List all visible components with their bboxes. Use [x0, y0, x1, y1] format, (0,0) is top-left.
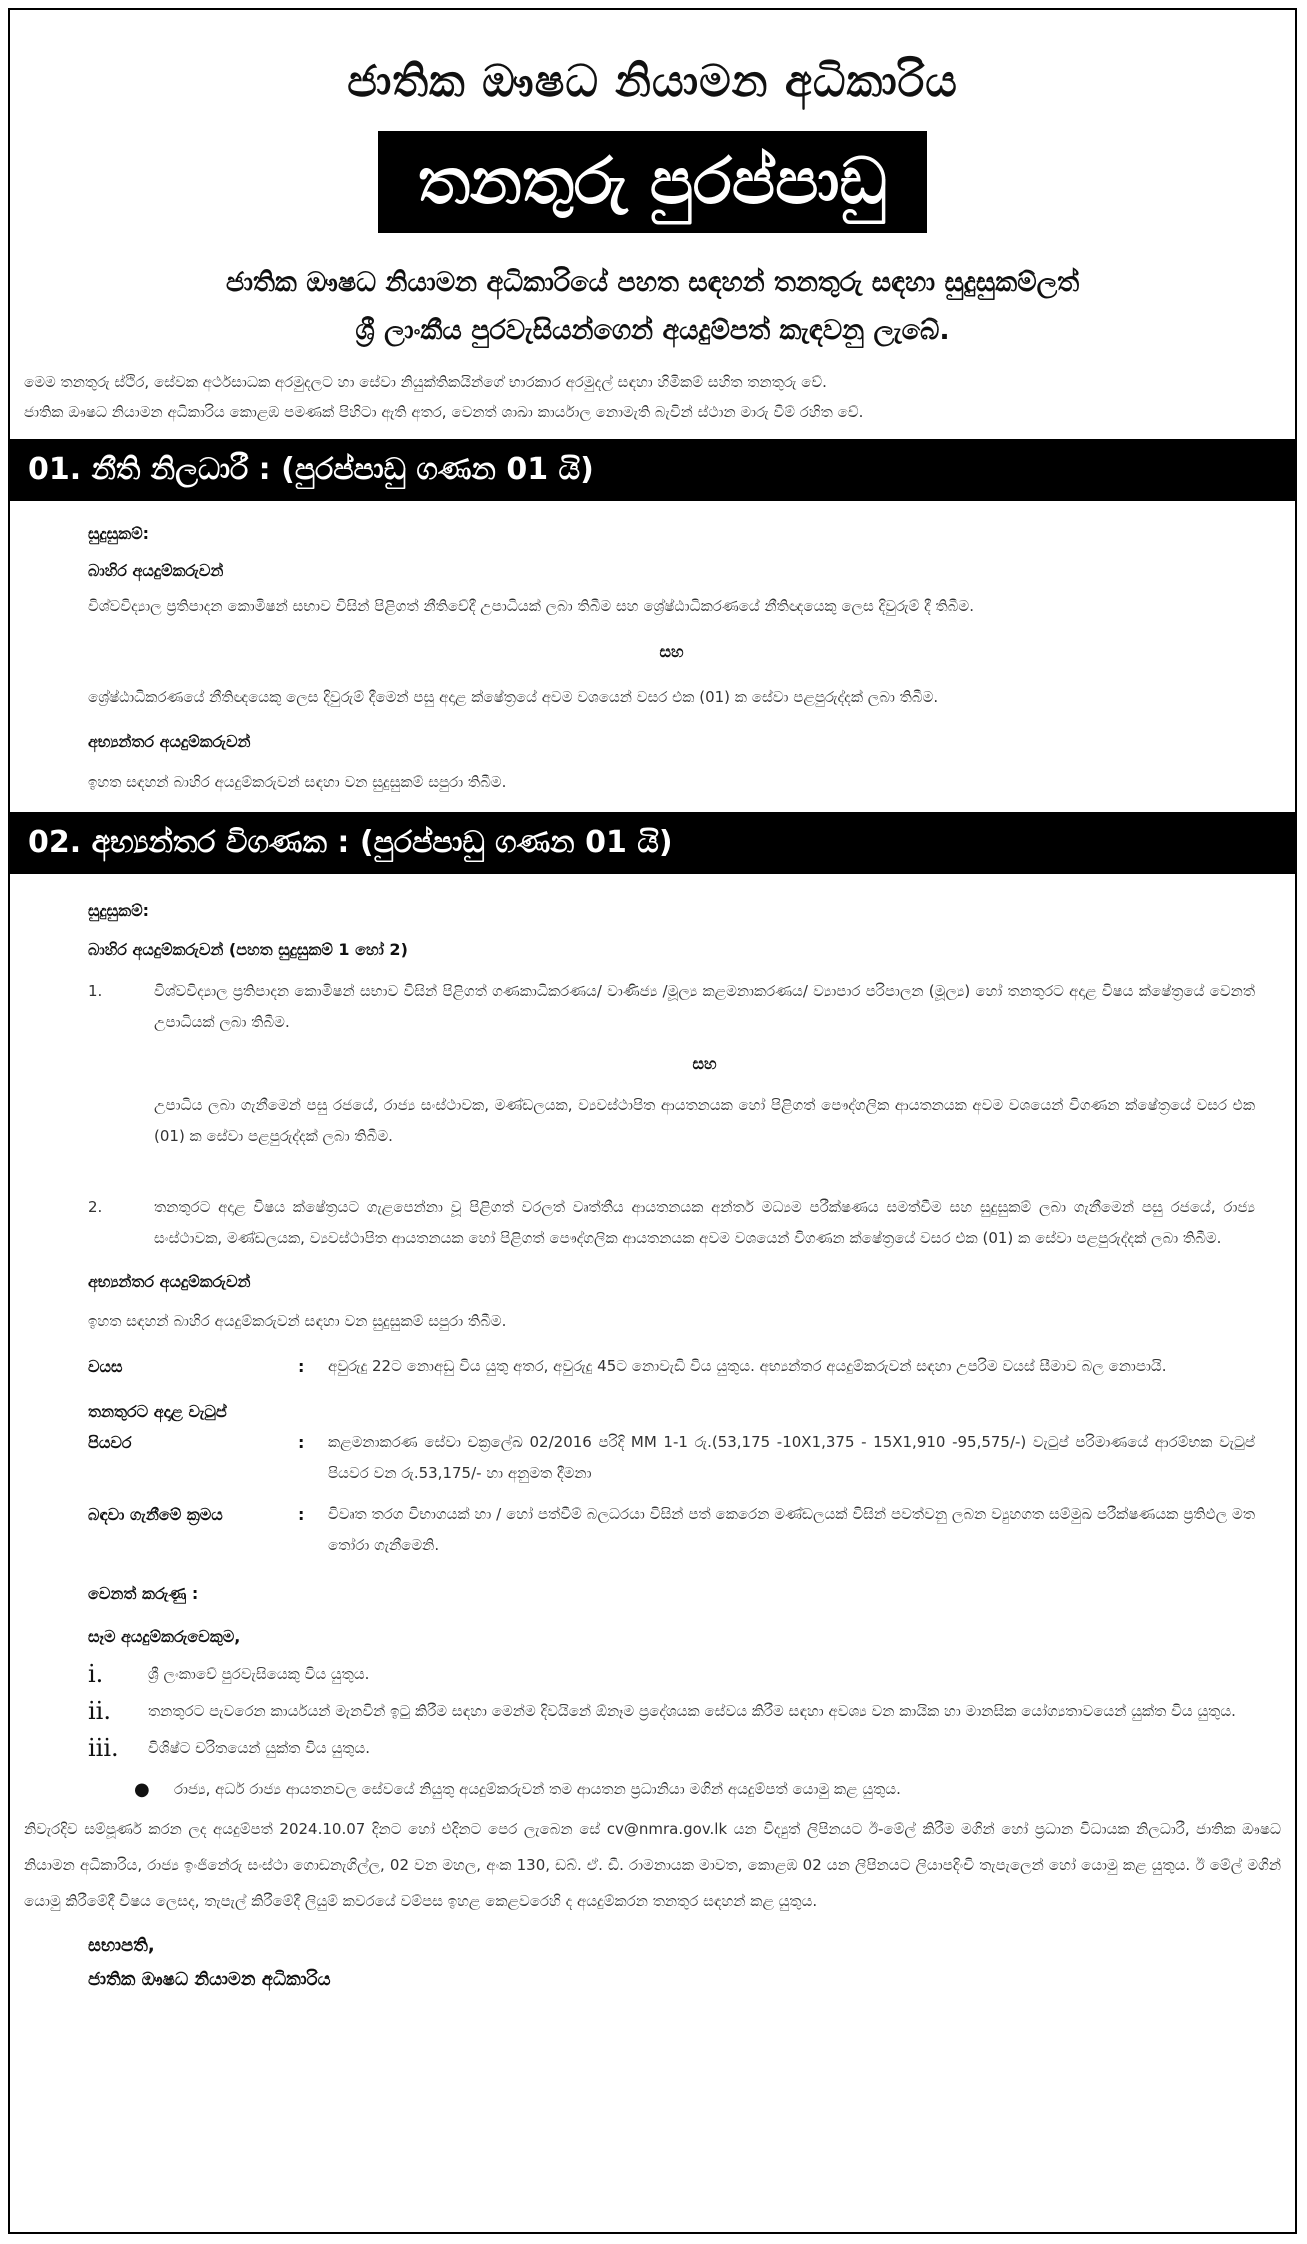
s2-item-1 — [88, 976, 1255, 1152]
bullet-dot-icon: ● — [134, 1779, 150, 1800]
signature-organization: ජාතික ඖෂධ නියාමන අධිකාරිය — [88, 1969, 331, 1990]
s2-and-label: සහ — [692, 1054, 717, 1073]
other-item-1-number: i. — [88, 1660, 104, 1688]
s1-external-text: විශ්වවිද්‍යාල ප්‍රතිපාදන කොමිෂන් සභාව විසින් පිළිගත් නීතිවේදී උපාධියක් ලබා තිබීම සහ ශ්‍රේෂ්ඨාධිකරණයේ නීතිඥයෙකු ලෙස දිවුරුම් දී තිබීම. — [88, 597, 974, 615]
signature-block — [10, 1929, 1295, 1997]
s2-item-1-experience: උපාධිය ලබා ගැනීමෙන් පසු රජයේ, රාජ්‍ය සංස්ථාවක, මණ්ඩලයක, ව්‍යවස්ථාපිත ආයතනයක හෝ පිළිගත් පෞද්ගලික ආයතනයක අවම වශයෙන් විගණන ක්ෂේත්‍රයේ වසර එක (01) ක සේවා පළපුරුද්දක් ලබා තිබීම. — [154, 1096, 1255, 1145]
note-line-2: ජාතික ඖෂධ නියාමන අධිකාරිය කොළඹ පමණක් පිහිටා ඇති අතර, වෙනත් ශාඛා කාර්යාල නොමැති බැවින් ස්ථාන මාරු වීම් රහිත වේ. — [24, 403, 864, 421]
other-item-3 — [88, 1733, 1255, 1764]
government-employee-note-text: රාජ්‍ය, අර්ධ රාජ්‍ය ආයතනවල සේවයේ නියුතු අයදුම්කරුවන් තම ආයතන ප්‍රධානියා මගින් අයදුම්පත් යොමු කළ යුතුය. — [174, 1780, 901, 1798]
banner-wrapper — [10, 131, 1295, 233]
section-1-body — [10, 517, 1295, 798]
salary-label — [88, 1396, 298, 1489]
signature-title: සභාපති, — [88, 1935, 155, 1956]
s1-and-label: සහ — [659, 642, 684, 661]
age-row — [88, 1351, 1255, 1382]
vacancies-banner: තනතුරු පුරප්පාඩු — [378, 131, 927, 233]
section-1-title-bar: 01. නීති නිලධාරී : (පුරප්පාඩු ගණන 01 යි) — [10, 439, 1295, 501]
closing-instructions: නිවැරදිව සම්පූර්ණ කරන ලද අයදුම්පත් 2024.10.07 දිනට හෝ එදිනට පෙර ලැබෙන සේ cv@nmra.gov.lk යන විද්‍යුත් ලිපිනයට ඊ-මේල් කිරීම මගින් හෝ ප්‍රධාන විධායක නිලධාරී, ජාතික ඖෂධ නියාමන අධිකාරිය, රාජ්‍ය ඉංජිනේරු සංස්ථා ගොඩනැගිල්ල, 02 වන මහල, අංක 130, ඩබ්. ඒ. ඩී. රාමනායක මාවත, කොළඹ 02 යන ලිපිනයට ලියාපදිංචි තැපැලෙන් හෝ යොමු කළ යුතුය. ඊ මේල් මගින් යොමු කිරීමේදී විෂය ලෙසද, තැපැල් කිරීමේදී ලියුම් කවරයේ වම්පස ඉහළ කෙළවරෙහි ද අයදුම්කරන තනතුර සඳහන් කළ යුතුය. — [24, 1820, 1281, 1910]
s2-item-2 — [88, 1192, 1255, 1254]
s2-internal-label: අභ්‍යන්තර අයදුම්කරුවන් — [88, 1272, 251, 1291]
age-colon: : — [298, 1357, 305, 1376]
s2-item-2-text: තනතුරට අදාළ විෂය ක්ෂේත්‍රයට ගැළපෙන්නා වූ පිළිගත් වරලත් වෘත්තීය ආයතනයක අන්තර් මධ්‍යම පරීක්ෂණය සමත්වීම සහ සුදුසුකම් ලබා ගැනීමෙන් පසු රජයේ, රාජ්‍ය සංස්ථාවක, මණ්ඩලයක, ව්‍යවස්ථාපිත ආයතනයක හෝ පිළිගත් පෞද්ගලික ආයතනයක අවම වශයෙන් විගණන ක්ෂේත්‍රයේ වසර එක (01) ක සේවා පළපුරුද්දක් ලබා තිබීම. — [154, 1198, 1255, 1247]
other-item-1 — [88, 1659, 1255, 1690]
salary-text: කළමනාකරණ සේවා චක්‍රලේඛ 02/2016 පරිදි MM 1-1 රු.(53,175 -10X1,375 - 15X1,910 -95,575/-) වැටුප් පරිමාණයේ ආරම්භක වැටුප් පියවර වන රු.53,175/- හා අනුමත දීමනා — [328, 1433, 1255, 1482]
intro-heading — [10, 259, 1295, 355]
salary-colon: : — [298, 1433, 305, 1452]
age-text: අවුරුදු 22ට නොඅඩු විය යුතු අතර, අවුරුදු 45ට නොවැඩි විය යුතුය. අභ්‍යන්තර අයදුම්කරුවන් සඳහා උපරිම වයස් සීමාව බල නොපායි. — [328, 1357, 1167, 1375]
other-item-2 — [88, 1696, 1255, 1727]
s2-item-2-number: 2. — [88, 1198, 103, 1216]
s2-external-label: බාහිර අයදුම්කරුවන් (පහත සුදුසුකම් 1 හෝ 2) — [88, 940, 408, 959]
s1-qualifications-label: සුදුසුකම්: — [88, 524, 150, 543]
section-2-body — [10, 894, 1295, 1805]
s2-item-1-number: 1. — [88, 982, 103, 1000]
other-item-1-text: ශ්‍රී ලංකාවේ පුරවැසියෙකු විය යුතුය. — [148, 1665, 370, 1683]
recruitment-colon: : — [298, 1505, 305, 1524]
intro-line-1: ජාතික ඖෂධ නියාමන අධිකාරියේ පහත සඳහන් තනතුරු සඳහා සුදුසුකම්ලත් — [225, 267, 1080, 298]
other-item-2-text: තනතුරට පැවරෙන කාර්යයන් මැනවින් ඉටු කිරීම සඳහා මෙන්ම දිවයිනේ ඕනෑම ප්‍රදේශයක සේවය කිරීම සඳහා අවශ්‍ය වන කායික හා මානසික යෝග්‍යතාවයෙන් යුක්ත විය යුතුය. — [148, 1702, 1236, 1720]
salary-row — [88, 1396, 1255, 1489]
recruitment-label: බඳවා ගැනීමේ ක්‍රමය — [88, 1505, 223, 1524]
s2-internal-text: ඉහත සඳහන් බාහිර අයදුම්කරුවන් සඳහා වන සුදුසුකම් සපුරා තිබීම. — [88, 1312, 507, 1330]
note-line-1: මෙම තනතුරු ස්ථිර, සේවක අර්ථසාධක අරමුදලට හා සේවා නියුක්තිකයින්ගේ භාරකාර අරමුදල් සඳහා හිමිකම් සහිත තනතුරු වේ. — [24, 373, 827, 391]
advertisement-page — [8, 8, 1297, 2234]
organization-title: ජාතික ඖෂධ නියාමන අධිකාරිය — [347, 56, 958, 107]
other-item-3-number: iii. — [88, 1734, 119, 1762]
every-applicant-label: සෑම අයදුම්කරුවෙකුම, — [88, 1627, 241, 1646]
s1-external-label: බාහිර අයදුම්කරුවන් — [88, 561, 224, 580]
section-2-title-bar: 02. අභ්‍යන්තර විගණක : (පුරප්පාඩු ගණන 01 යි) — [10, 812, 1295, 874]
government-employee-note — [88, 1774, 1255, 1805]
other-matters-label: වෙනත් කරුණු : — [88, 1584, 199, 1603]
recruitment-row — [88, 1499, 1255, 1561]
salary-label-line-1: තනතුරට අදාළ වැටුප් — [88, 1402, 227, 1421]
s2-item-1-text: විශ්වවිද්‍යාල ප්‍රතිපාදන කොමිෂන් සභාව විසින් පිළිගත් ගණකාධිකරණය/ වාණිජ්‍ය /මූල්‍ය කළමනාකරණය/ ව්‍යාපාර පරිපාලන (මූල්‍ය) හෝ තනතුරට අදාළ විෂය ක්ෂේත්‍රයේ වෙනත් උපාධියක් ලබා තිබීම. — [154, 982, 1255, 1031]
recruitment-text: විවෘත තරග විභාගයක් හා / හෝ පත්වීම් බලධරයා විසින් පත් කෙරෙන මණ්ඩලයක් විසින් පවත්වනු ලබන ව්‍යුහගත සම්මුඛ පරීක්ෂණයක ප්‍රතිඵල මත තෝරා ගැනීමෙනි. — [328, 1505, 1255, 1554]
s1-internal-label: අභ්‍යන්තර අයදුම්කරුවන් — [88, 732, 251, 751]
s2-qualifications-label: සුදුසුකම්: — [88, 901, 150, 920]
s1-internal-text: ඉහත සඳහන් බාහිර අයදුම්කරුවන් සඳහා වන සුදුසුකම් සපුරා තිබීම. — [88, 773, 507, 791]
intro-line-2: ශ්‍රී ලාංකීය පුරවැසියන්ගෙන් අයදුම්පත් කැඳවනු ලැබේ. — [355, 315, 950, 346]
salary-label-line-2: පියවර — [88, 1433, 132, 1452]
general-note — [10, 367, 1295, 427]
s2-item-1-body — [154, 976, 1255, 1152]
other-item-3-text: විශිෂ්ට චරිතයෙන් යුක්ත විය යුතුය. — [148, 1739, 370, 1757]
s1-experience-text: ශ්‍රේෂ්ඨාධිකරණයේ නීතිඥයෙකු ලෙස දිවුරුම් දීමෙන් පසු අදාළ ක්ෂේත්‍රයේ අවම වශයෙන් වසර එක (01) ක සේවා පළපුරුද්දක් ලබා තිබීම. — [88, 688, 939, 706]
age-label: වයස — [88, 1357, 123, 1376]
other-item-2-number: ii. — [88, 1697, 111, 1725]
